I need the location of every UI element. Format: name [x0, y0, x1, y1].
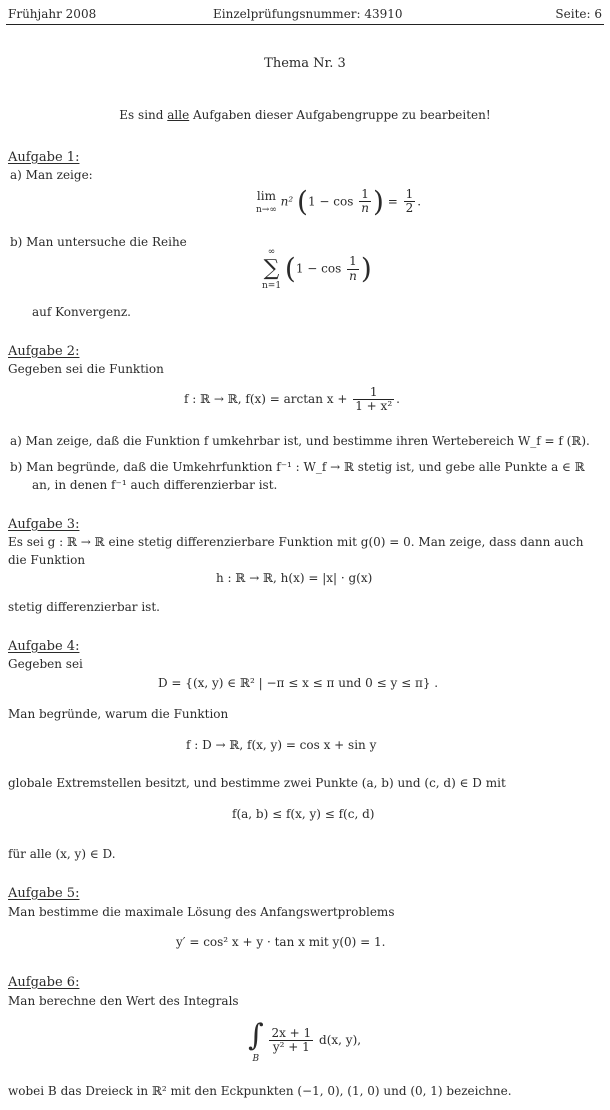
- integrand-den: y² + 1: [272, 1039, 310, 1054]
- equals: =: [387, 194, 398, 209]
- integral-end: d(x, y),: [319, 1032, 362, 1047]
- aufgabe5-formula: y′ = cos² x + y · tan x mit y(0) = 1.: [176, 935, 386, 949]
- lim-block: [256, 188, 277, 216]
- aufgabe6-heading: Aufgabe 6:: [8, 975, 80, 990]
- frac-1-n: [347, 255, 359, 282]
- aufgabe2-b-line1: b) Man begründe, daß die Umkehrfunktion f⁻¹ : W_f → ℝ stetig ist, und gebe alle Punkte a ∈ ℝ: [10, 460, 585, 474]
- frac-den: n: [349, 268, 357, 283]
- aufgabe2-intro: Gegeben sei die Funktion: [8, 362, 164, 376]
- instruction-before: Es sind: [119, 108, 168, 122]
- aufgabe6-after: wobei B das Dreieck in ℝ² mit den Eckpunkten (−1, 0), (1, 0) und (0, 1) bezeichne.: [8, 1084, 512, 1098]
- frac-num: 1: [353, 386, 394, 400]
- instruction: [0, 107, 610, 123]
- aufgabe1-b-after: auf Konvergenz.: [32, 305, 131, 319]
- aufgabe3-heading: Aufgabe 3:: [8, 517, 80, 532]
- frac-1-2: [404, 188, 416, 215]
- frac-den: 1 + x²: [355, 399, 393, 414]
- period: .: [396, 392, 400, 407]
- lim-sub: n→∞: [256, 204, 277, 215]
- aufgabe1-a-formula: [256, 183, 421, 221]
- aufgabe5-heading: Aufgabe 5:: [8, 886, 80, 901]
- aufgabe1-heading: Aufgabe 1:: [8, 150, 80, 165]
- frac-num: 1: [347, 255, 359, 269]
- integrand-frac: [269, 1027, 313, 1054]
- integral-sub: B: [252, 1053, 260, 1064]
- aufgabe4-intro: Gegeben sei: [8, 657, 83, 671]
- rhs-den: 2: [405, 201, 414, 216]
- aufgabe2-b-line2: an, in denen f⁻¹ auch differenzierbar ist.: [32, 478, 278, 492]
- paren-close: ): [372, 185, 384, 218]
- frac-num: 1: [359, 188, 371, 202]
- frac-den: n: [361, 201, 369, 216]
- formula-left: f : ℝ → ℝ, f(x) = arctan x +: [184, 392, 348, 407]
- paren-close: ): [360, 252, 372, 286]
- aufgabe6-formula: [248, 1016, 361, 1065]
- aufgabe4-heading: Aufgabe 4:: [8, 639, 80, 654]
- lhs: n²: [280, 194, 294, 209]
- paren-open: (: [297, 185, 308, 218]
- paren-open: (: [284, 252, 296, 286]
- aufgabe1-b-text: b) Man untersuche die Reihe: [10, 235, 187, 249]
- frac-1-1x2: [353, 386, 394, 413]
- header-right: Seite: 6: [555, 7, 602, 21]
- integral-block: [248, 1016, 264, 1065]
- header-left: Frühjahr 2008: [8, 7, 97, 21]
- period: .: [417, 194, 422, 209]
- aufgabe3-after: stetig differenzierbar ist.: [8, 600, 160, 614]
- aufgabe4-text4: für alle (x, y) ∈ D.: [8, 847, 116, 861]
- sum-sign: ∑: [263, 256, 280, 282]
- aufgabe4-formula-ineq: f(a, b) ≤ f(x, y) ≤ f(c, d): [232, 807, 375, 821]
- one-minus-cos: 1 − cos: [295, 261, 342, 276]
- frac-1-n: [359, 188, 371, 215]
- aufgabe5-intro: Man bestimme die maximale Lösung des Anfangswertproblems: [8, 905, 395, 919]
- thema-title: Thema Nr. 3: [264, 56, 346, 71]
- sum-top: ∞: [267, 247, 276, 257]
- integrand-num: 2x + 1: [271, 1025, 312, 1040]
- sum-bottom: n=1: [262, 281, 282, 292]
- aufgabe1-a-text: a) Man zeige:: [10, 168, 93, 182]
- integral-sign: ∫: [248, 1018, 264, 1053]
- aufgabe4-formula-f: f : D → ℝ, f(x, y) = cos x + sin y: [186, 738, 377, 752]
- aufgabe3-line2: die Funktion: [8, 553, 86, 567]
- header-rule: [6, 24, 604, 25]
- sum-block: [262, 246, 281, 292]
- aufgabe2-a: a) Man zeige, daß die Funktion f umkehrbar ist, und bestimme ihren Wertebereich W_f = f (ℝ).: [10, 434, 590, 448]
- instruction-after: Aufgaben dieser Aufgabengruppe zu bearbeiten!: [189, 108, 491, 122]
- aufgabe1-b-formula: [262, 246, 372, 292]
- aufgabe3-line1: Es sei g : ℝ → ℝ eine stetig differenzierbare Funktion mit g(0) = 0. Man zeige, dass dann auch: [8, 535, 584, 549]
- header-center: Einzelprüfungsnummer: 43910: [213, 7, 403, 21]
- aufgabe3-formula: h : ℝ → ℝ, h(x) = |x| · g(x): [216, 571, 373, 585]
- aufgabe4-text3: globale Extremstellen besitzt, und bestimme zwei Punkte (a, b) und (c, d) ∈ D mit: [8, 776, 506, 790]
- aufgabe2-heading: Aufgabe 2:: [8, 344, 80, 359]
- one-minus-cos: 1 − cos: [307, 194, 354, 209]
- aufgabe2-formula: [184, 386, 400, 413]
- aufgabe4-formula-d: D = {(x, y) ∈ ℝ² | −π ≤ x ≤ π und 0 ≤ y ≤ π} .: [158, 676, 439, 690]
- rhs-num: 1: [405, 187, 414, 202]
- lim: lim: [256, 188, 276, 203]
- instruction-underlined: alle: [167, 108, 190, 122]
- aufgabe6-intro: Man berechne den Wert des Integrals: [8, 994, 239, 1008]
- aufgabe4-text2: Man begründe, warum die Funktion: [8, 707, 229, 721]
